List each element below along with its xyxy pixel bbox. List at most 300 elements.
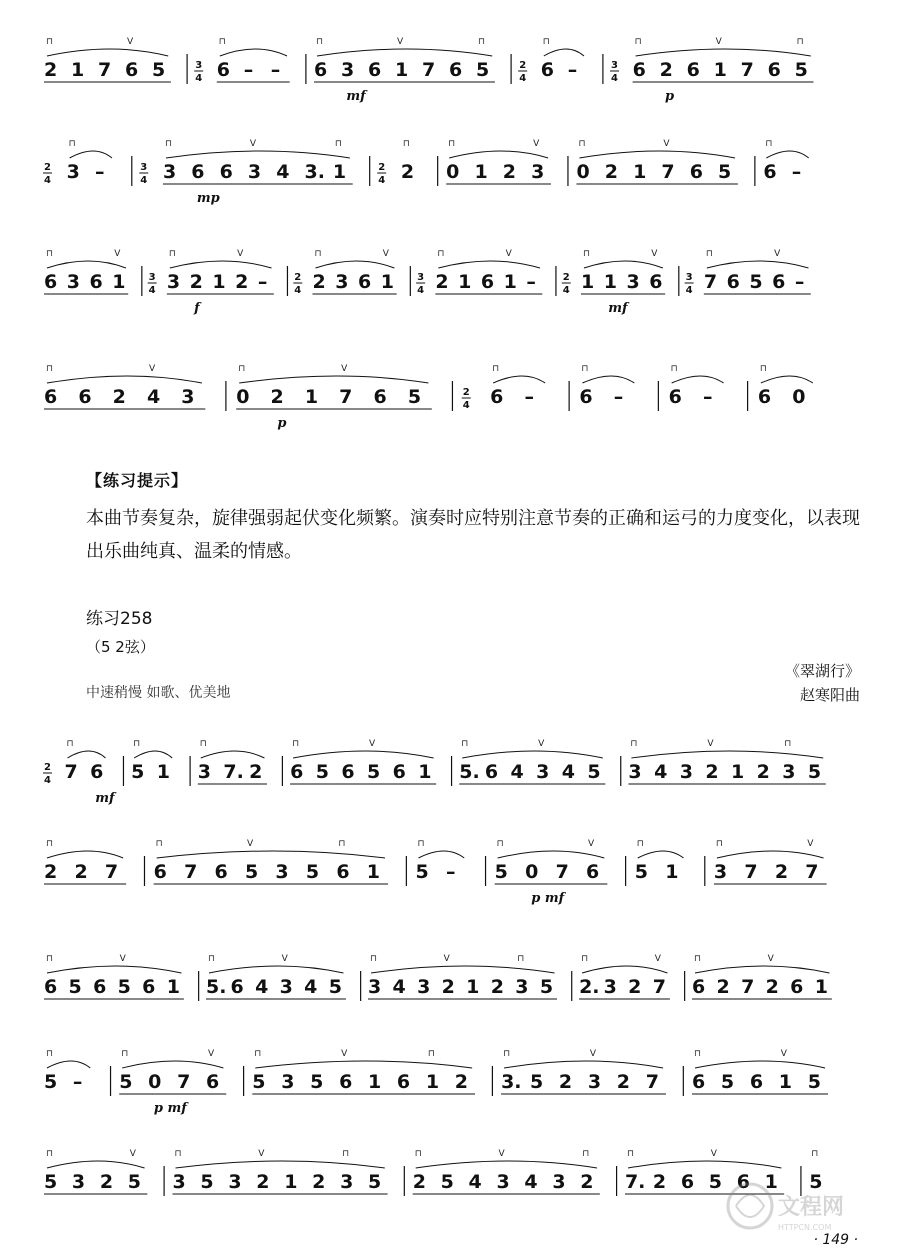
measure bbox=[44, 1049, 90, 1093]
bow-mark: ⊓ bbox=[314, 249, 322, 259]
slur bbox=[416, 1161, 597, 1168]
note: 3 bbox=[228, 1171, 242, 1193]
note: 4 bbox=[561, 761, 576, 783]
note: – bbox=[524, 386, 535, 408]
dynamic-mark: mf bbox=[608, 301, 628, 316]
bow-mark: V bbox=[382, 249, 389, 259]
measure bbox=[44, 954, 184, 999]
staff-svg bbox=[40, 130, 870, 210]
exercise-source: 《翠湖行》 bbox=[784, 662, 860, 680]
note: 6 bbox=[490, 386, 504, 408]
measure bbox=[44, 1149, 147, 1194]
bow-mark: ⊓ bbox=[503, 1049, 511, 1059]
measure bbox=[462, 364, 545, 411]
bow-mark: ⊓ bbox=[796, 37, 804, 47]
note: 3 bbox=[66, 161, 80, 183]
note: 2 bbox=[558, 1071, 573, 1093]
bow-mark: ⊓ bbox=[133, 739, 141, 749]
note: 5 bbox=[794, 59, 808, 81]
bow-mark: ⊓ bbox=[199, 739, 207, 749]
slur bbox=[220, 49, 287, 56]
bow-mark: V bbox=[767, 954, 774, 964]
measure bbox=[562, 249, 665, 316]
measure bbox=[416, 249, 542, 296]
note: 2 bbox=[616, 1071, 631, 1093]
time-signature-top: 2 bbox=[378, 162, 386, 173]
note: 2 bbox=[652, 1171, 667, 1193]
note: 3 bbox=[181, 386, 195, 408]
slur bbox=[638, 851, 684, 858]
bow-mark: ⊓ bbox=[316, 37, 324, 47]
measure bbox=[576, 139, 737, 184]
time-signature-bottom: 4 bbox=[294, 285, 302, 296]
slur bbox=[584, 261, 663, 268]
note: 3 bbox=[71, 1171, 86, 1193]
slur bbox=[201, 751, 265, 758]
note: 7 bbox=[661, 161, 675, 183]
note: – bbox=[794, 271, 805, 293]
note: 1 bbox=[380, 271, 394, 293]
note: 5 bbox=[368, 1171, 382, 1193]
note: 6 bbox=[689, 161, 703, 183]
measure bbox=[119, 1049, 226, 1116]
measure bbox=[194, 37, 290, 84]
time-signature-bottom: 4 bbox=[44, 775, 51, 786]
note: 4 bbox=[468, 1171, 482, 1193]
note: 7 bbox=[652, 976, 666, 998]
note: 3 bbox=[417, 976, 431, 998]
note: 3. bbox=[304, 161, 326, 183]
bow-mark: ⊓ bbox=[715, 839, 723, 849]
note: 6 bbox=[579, 386, 593, 408]
note: 1 bbox=[665, 861, 679, 883]
note: 5 bbox=[809, 1171, 823, 1193]
measure bbox=[236, 364, 432, 431]
measure bbox=[154, 839, 388, 884]
note: 2 bbox=[756, 761, 770, 783]
note: 6 bbox=[668, 386, 682, 408]
measure bbox=[714, 839, 827, 884]
note: – bbox=[567, 59, 578, 81]
note: 3 bbox=[279, 976, 293, 998]
note: 1 bbox=[580, 271, 595, 293]
time-signature-top: 2 bbox=[294, 272, 302, 283]
note: 1 bbox=[284, 1171, 298, 1193]
slur bbox=[175, 1161, 384, 1168]
bow-mark: V bbox=[707, 739, 714, 749]
note: 4 bbox=[304, 976, 318, 998]
slur bbox=[68, 751, 106, 758]
note: 2 bbox=[235, 271, 249, 293]
note: 5 bbox=[305, 861, 320, 883]
note: 7 bbox=[740, 59, 754, 81]
measure bbox=[44, 37, 171, 82]
note: 7 bbox=[744, 861, 758, 883]
slur bbox=[166, 151, 350, 158]
note: 5 bbox=[244, 861, 259, 883]
time-signature-top: 3 bbox=[140, 162, 148, 173]
note: 5 bbox=[315, 761, 329, 783]
page-number: · 149 · bbox=[813, 1232, 858, 1248]
note: 6 bbox=[357, 271, 372, 293]
bow-mark: V bbox=[341, 1049, 348, 1059]
note: 5 bbox=[44, 1071, 58, 1093]
score-row-7 bbox=[40, 945, 870, 1025]
bow-mark: V bbox=[443, 954, 450, 964]
slur bbox=[122, 1061, 223, 1068]
score-row-6 bbox=[40, 830, 870, 910]
note: 7 bbox=[339, 386, 353, 408]
measure bbox=[495, 839, 608, 906]
bow-mark: ⊓ bbox=[478, 37, 486, 47]
note: 7 bbox=[98, 59, 112, 81]
bow-mark: ⊓ bbox=[636, 839, 644, 849]
note: 1 bbox=[633, 161, 647, 183]
note: 5 bbox=[68, 976, 82, 998]
bow-mark: ⊓ bbox=[630, 739, 638, 749]
note: 3 bbox=[368, 976, 382, 998]
slur bbox=[47, 1061, 90, 1068]
note: 3 bbox=[496, 1171, 510, 1193]
slur bbox=[707, 261, 809, 268]
note: 5. bbox=[459, 761, 480, 783]
note: 6 bbox=[763, 161, 777, 183]
slur bbox=[766, 151, 808, 158]
bow-mark: ⊓ bbox=[46, 954, 54, 964]
bow-mark: ⊓ bbox=[155, 839, 163, 849]
slur bbox=[695, 966, 829, 973]
bow-mark: V bbox=[397, 37, 404, 47]
tips-heading: 【练习提示】 bbox=[86, 471, 189, 490]
bow-mark: ⊓ bbox=[402, 139, 410, 149]
time-signature-top: 2 bbox=[44, 162, 51, 173]
note: 3 bbox=[162, 161, 177, 183]
slur bbox=[157, 851, 385, 858]
note: 6 bbox=[540, 59, 555, 81]
note: 7 bbox=[422, 59, 436, 81]
bow-mark: V bbox=[588, 839, 595, 849]
note: 7 bbox=[805, 861, 819, 883]
note: 2 bbox=[249, 761, 263, 783]
measure bbox=[628, 739, 825, 784]
bow-mark: ⊓ bbox=[581, 364, 589, 374]
note: 2 bbox=[490, 976, 504, 998]
measure bbox=[43, 739, 117, 806]
measure bbox=[148, 249, 274, 316]
bow-mark: V bbox=[807, 839, 814, 849]
score-row-4 bbox=[40, 355, 870, 435]
bow-mark: ⊓ bbox=[46, 1149, 54, 1159]
note: 6 bbox=[449, 59, 463, 81]
bow-mark: ⊓ bbox=[705, 249, 713, 259]
note: 6 bbox=[44, 386, 58, 408]
slur bbox=[239, 376, 428, 383]
bow-mark: ⊓ bbox=[342, 1149, 350, 1159]
note: 4 bbox=[276, 161, 290, 183]
note: 5 bbox=[415, 861, 429, 883]
bow-mark: ⊓ bbox=[254, 1049, 262, 1059]
dynamic-mark: p mf bbox=[153, 1101, 187, 1116]
staff-svg bbox=[40, 730, 870, 810]
time-signature-bottom: 4 bbox=[378, 175, 386, 186]
slur bbox=[47, 376, 202, 383]
note: 2 bbox=[44, 861, 58, 883]
note: 1 bbox=[368, 1071, 382, 1093]
dynamic-mark: mf bbox=[95, 791, 115, 806]
note: – bbox=[526, 271, 536, 293]
note: 6 bbox=[767, 59, 781, 81]
time-signature-top: 2 bbox=[562, 272, 570, 283]
note: 6 bbox=[790, 976, 804, 998]
note: 5 bbox=[328, 976, 342, 998]
note: 1 bbox=[304, 386, 319, 408]
measure bbox=[44, 364, 205, 409]
note: 3 bbox=[628, 761, 642, 783]
measure bbox=[368, 954, 557, 999]
note: 6 bbox=[216, 59, 231, 81]
note: 5 bbox=[634, 861, 648, 883]
note: 3 bbox=[782, 761, 796, 783]
note: 3 bbox=[335, 271, 349, 293]
note: 5 bbox=[807, 761, 822, 783]
note: 6 bbox=[230, 976, 244, 998]
note: 6 bbox=[396, 1071, 411, 1093]
note: 5 bbox=[587, 761, 601, 783]
note: 5 bbox=[718, 161, 732, 183]
slur bbox=[636, 49, 811, 56]
bow-mark: V bbox=[663, 139, 670, 149]
note: 1 bbox=[366, 861, 381, 883]
measure bbox=[290, 739, 436, 784]
time-signature-bottom: 4 bbox=[562, 285, 570, 296]
note: 2 bbox=[441, 976, 455, 998]
bow-mark: ⊓ bbox=[334, 139, 342, 149]
bow-mark: ⊓ bbox=[370, 954, 378, 964]
dynamic-mark: mf bbox=[346, 89, 366, 104]
note: 2 bbox=[705, 761, 719, 783]
note: 3. bbox=[501, 1071, 522, 1093]
note: 3 bbox=[679, 761, 693, 783]
bow-mark: V bbox=[341, 364, 348, 374]
time-signature-top: 3 bbox=[195, 60, 203, 71]
slur bbox=[493, 376, 545, 383]
measure bbox=[579, 954, 670, 999]
note: 1 bbox=[332, 161, 347, 183]
score-row-3 bbox=[40, 240, 870, 320]
bow-mark: ⊓ bbox=[492, 364, 500, 374]
note: 3 bbox=[281, 1071, 295, 1093]
note: 6 bbox=[692, 1071, 706, 1093]
bow-mark: V bbox=[774, 249, 781, 259]
bow-mark: V bbox=[258, 1149, 265, 1159]
bow-mark: V bbox=[533, 139, 540, 149]
note: – bbox=[257, 271, 268, 293]
staff-svg bbox=[40, 945, 870, 1025]
note: 5 bbox=[252, 1071, 266, 1093]
note: 4 bbox=[392, 976, 406, 998]
note: 6 bbox=[686, 59, 700, 81]
note: 2 bbox=[502, 161, 517, 183]
measure bbox=[692, 954, 832, 999]
bow-mark: ⊓ bbox=[68, 139, 76, 149]
note: 5 bbox=[131, 761, 145, 783]
slur bbox=[438, 261, 540, 268]
bow-mark: ⊓ bbox=[582, 249, 590, 259]
slur bbox=[317, 49, 492, 56]
measure bbox=[252, 1049, 475, 1094]
measure bbox=[758, 364, 813, 408]
note: 2 bbox=[312, 1171, 326, 1193]
measure bbox=[377, 139, 414, 186]
bow-mark: V bbox=[715, 37, 722, 47]
note: 1 bbox=[112, 271, 126, 293]
note: 3 bbox=[172, 1171, 186, 1193]
slur bbox=[498, 851, 605, 858]
bow-mark: ⊓ bbox=[168, 249, 176, 259]
time-signature-top: 3 bbox=[148, 272, 156, 283]
measure bbox=[131, 739, 172, 783]
time-signature-top: 2 bbox=[462, 387, 470, 398]
note: 4 bbox=[146, 386, 161, 408]
slur bbox=[293, 751, 434, 758]
note: 0 bbox=[525, 861, 539, 883]
bow-mark: ⊓ bbox=[46, 364, 54, 374]
watermark-text: HTTPCN.COM bbox=[778, 1223, 832, 1232]
note: 6 bbox=[336, 861, 350, 883]
note: 3 bbox=[515, 976, 529, 998]
note: 1 bbox=[764, 1171, 778, 1193]
slur bbox=[170, 261, 272, 268]
note: 6 bbox=[680, 1171, 695, 1193]
slur bbox=[449, 151, 548, 158]
note: 0 bbox=[792, 386, 806, 408]
note: 6 bbox=[757, 386, 772, 408]
bow-mark: ⊓ bbox=[164, 139, 172, 149]
slur bbox=[255, 1061, 472, 1068]
note: 1 bbox=[166, 976, 180, 998]
note: 7. bbox=[223, 761, 244, 783]
bow-mark: V bbox=[129, 1149, 136, 1159]
time-signature-top: 2 bbox=[519, 60, 527, 71]
bow-mark: V bbox=[498, 1149, 505, 1159]
bow-mark: ⊓ bbox=[582, 1149, 590, 1159]
note: 7 bbox=[555, 861, 569, 883]
dynamic-mark: p bbox=[277, 416, 287, 431]
bow-mark: V bbox=[119, 954, 126, 964]
slur bbox=[628, 1161, 781, 1168]
note: 3 bbox=[587, 1071, 602, 1093]
measure bbox=[763, 139, 808, 183]
dynamic-mark: mp bbox=[196, 191, 220, 206]
note: 6 bbox=[191, 161, 205, 183]
slur bbox=[579, 151, 735, 158]
note: 6 bbox=[341, 761, 355, 783]
note: 7 bbox=[64, 761, 78, 783]
note: 4 bbox=[654, 761, 668, 783]
exercise-composer: 赵寒阳曲 bbox=[799, 686, 860, 704]
bow-mark: V bbox=[246, 839, 254, 849]
note: 5 bbox=[476, 59, 490, 81]
bow-mark: ⊓ bbox=[784, 739, 792, 749]
note: 6 bbox=[649, 271, 663, 293]
note: – bbox=[270, 59, 281, 81]
slur bbox=[371, 966, 555, 973]
svg-text:文程网: 文程网 bbox=[778, 1195, 845, 1220]
note: 3 bbox=[66, 271, 80, 293]
bow-mark: V bbox=[249, 139, 257, 149]
slur bbox=[209, 966, 343, 973]
note: – bbox=[72, 1071, 83, 1093]
bow-mark: ⊓ bbox=[46, 839, 54, 849]
note: 5 bbox=[152, 59, 166, 81]
measure bbox=[459, 739, 605, 784]
note: 6 bbox=[749, 1071, 764, 1093]
measure bbox=[518, 37, 584, 84]
note: 7 bbox=[741, 976, 755, 998]
measure bbox=[172, 1149, 387, 1194]
note: 6 bbox=[772, 271, 786, 293]
note: 5 bbox=[720, 1071, 735, 1093]
note: – bbox=[243, 59, 254, 81]
note: 1 bbox=[603, 271, 617, 293]
dynamic-mark: p bbox=[665, 89, 675, 104]
measure bbox=[293, 249, 396, 296]
note: 5 bbox=[440, 1171, 454, 1193]
note: – bbox=[94, 161, 105, 183]
note: 6 bbox=[89, 271, 103, 293]
slur bbox=[761, 376, 813, 383]
time-signature-top: 3 bbox=[611, 60, 618, 71]
slur bbox=[47, 966, 181, 973]
slur bbox=[419, 851, 465, 858]
bow-mark: ⊓ bbox=[626, 1149, 634, 1159]
bow-mark: ⊓ bbox=[694, 1049, 702, 1059]
note: 5 bbox=[44, 1171, 58, 1193]
bow-mark: ⊓ bbox=[174, 1149, 182, 1159]
bow-mark: ⊓ bbox=[759, 364, 767, 374]
note: 1 bbox=[418, 761, 432, 783]
bow-mark: ⊓ bbox=[811, 1149, 819, 1159]
bow-mark: ⊓ bbox=[437, 249, 445, 259]
bow-mark: V bbox=[148, 364, 156, 374]
note: 7 bbox=[104, 861, 119, 883]
slur bbox=[462, 751, 603, 758]
slur bbox=[544, 49, 584, 56]
note: 1 bbox=[395, 59, 409, 81]
exercise-tempo: 中速稍慢 如歌、优美地 bbox=[86, 685, 231, 701]
exercise-tuning: （5 2弦） bbox=[86, 638, 155, 656]
slur bbox=[134, 751, 172, 758]
time-signature-bottom: 4 bbox=[611, 73, 618, 84]
bow-mark: ⊓ bbox=[338, 839, 346, 849]
measure bbox=[669, 364, 724, 408]
note: 5 bbox=[807, 1071, 821, 1093]
note: 2 bbox=[765, 976, 779, 998]
note: 2 bbox=[628, 976, 642, 998]
bow-mark: ⊓ bbox=[46, 249, 54, 259]
note: 2 bbox=[580, 1171, 594, 1193]
note: 6 bbox=[484, 761, 499, 783]
note: 6 bbox=[90, 761, 104, 783]
score-row-8 bbox=[40, 1040, 870, 1120]
note: 3 bbox=[536, 761, 550, 783]
measure bbox=[139, 139, 352, 206]
slur bbox=[695, 1061, 825, 1068]
bow-mark: ⊓ bbox=[765, 139, 773, 149]
slur bbox=[631, 751, 823, 758]
note: 5 bbox=[749, 271, 763, 293]
note: 6 bbox=[373, 386, 387, 408]
